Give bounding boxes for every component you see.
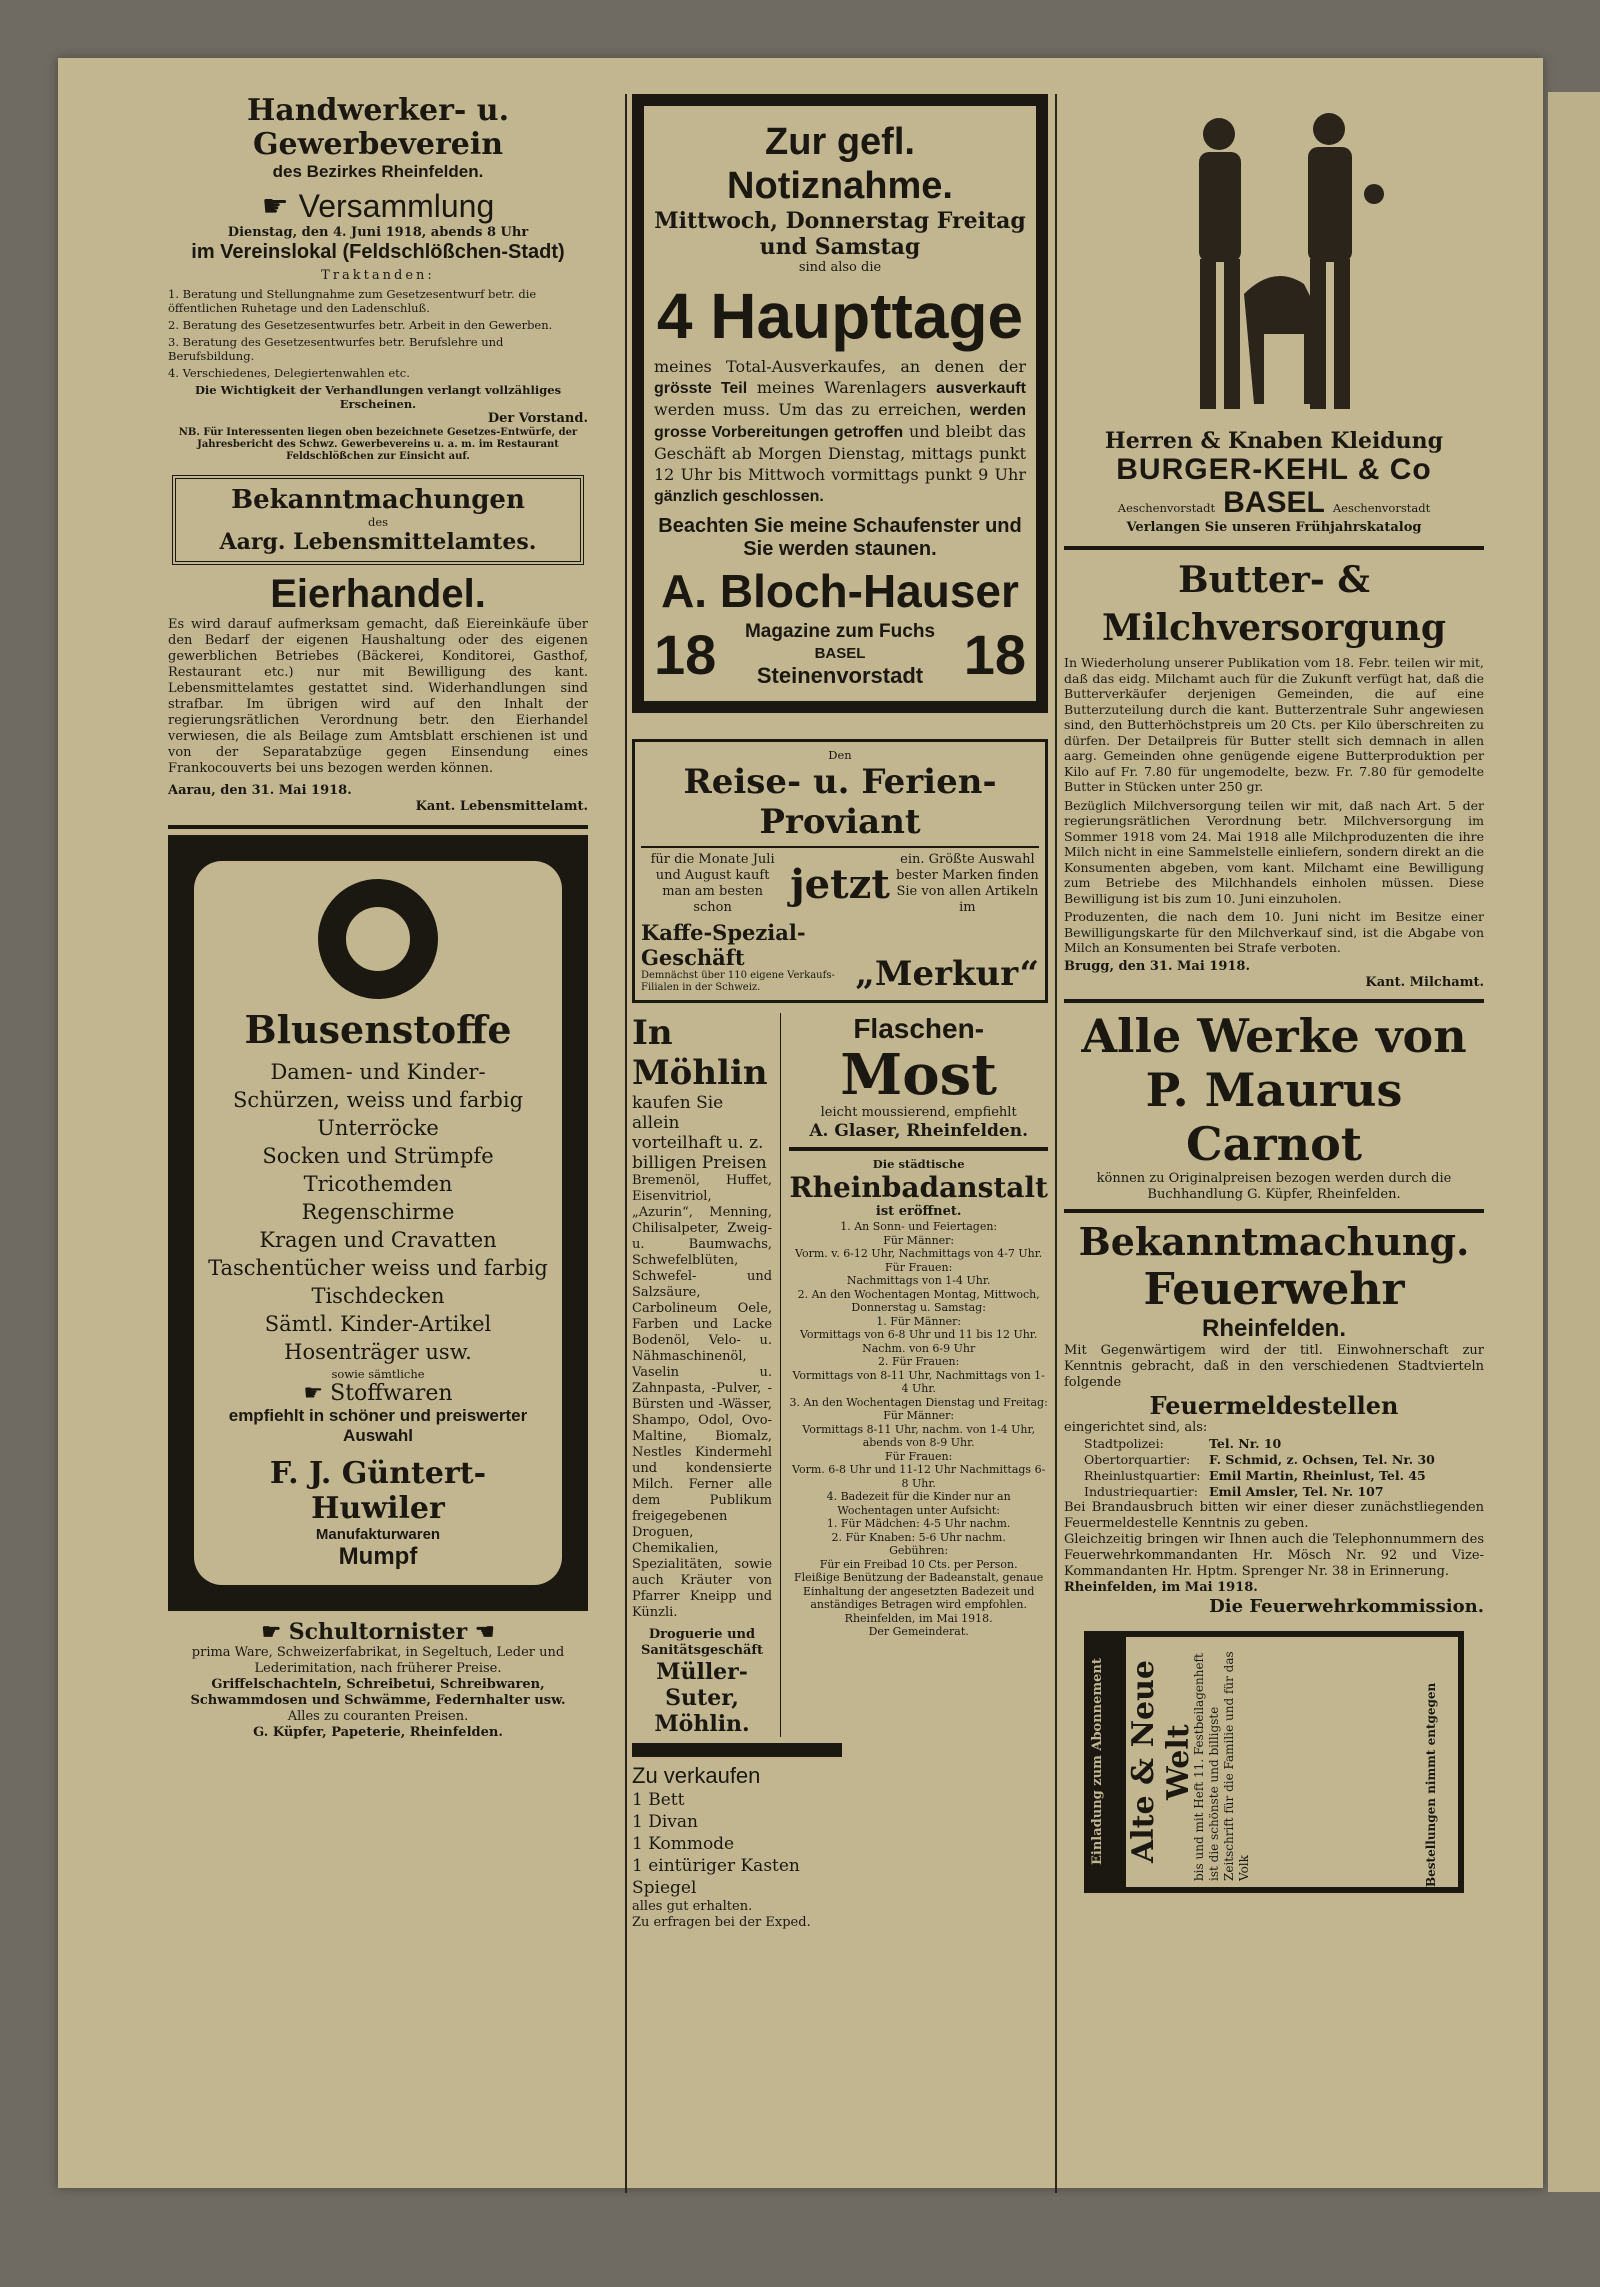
firm-name: F. J. Güntert-Huwiler [269, 1456, 487, 1526]
next-page-edge [1548, 92, 1600, 2192]
ad-emph: ausverkauft [936, 380, 1026, 397]
notice-paragraph: In Wiederholung unserer Publikation vom 18. Febr. teilen wir mit, daß das eidg. Milchamt auch für die Zukunft verfügt hat, daß die Butterverkäufer derjenigen Gemeinden, die auf eine Butterzuteilung durch die kant. Butterzentrale Suhr angewiesen sind, den Butterhöchstpreis um 20 Cts. per Kilo überschreiten zu dürfen. Der Detailpreis für Butter stellt sich demnach in allen aarg. Gemeinden ohne genügende eigene Butterproduktion per Kilo auf Fr. 7.80 für ungemodelte, bezw. Fr. 7.80 für gemodelte Butter in Stücken unter 250 gr. [1064, 655, 1484, 794]
street-right: Aeschenvorstadt [1332, 501, 1431, 515]
station-value: Emil Martin, Rheinlust, Tel. 45 [1209, 1467, 1426, 1483]
ad-line1: Herren & Knaben Kleidung [1104, 428, 1444, 454]
house-number: 18 [654, 622, 717, 686]
ad-most: Most [840, 1042, 998, 1108]
ad-left: für die Monate Juli und August kauft man am besten schon [650, 852, 775, 915]
ad-title: Reise- u. Ferien-Proviant [683, 762, 997, 842]
side-label: Einladung zum Abonnement [1090, 1637, 1126, 1887]
pointing-hand-icon: ☛ [261, 1619, 282, 1645]
side-label: Bestellungen nimmt entgegen [1424, 1682, 1438, 1887]
schultornister-ad [168, 1619, 588, 1741]
column-rule [625, 94, 627, 2193]
schedule-line: 2. An den Wochentagen Montag, Mittwoch, Donnerstag u. Samstag: [797, 1287, 1040, 1314]
product-item: Tischdecken [311, 1284, 445, 1308]
bekanntmachung-box [172, 475, 584, 565]
schedule-line: Rheinfelden, im Mai 1918. [844, 1611, 993, 1625]
notice-sign: Die Feuerwehrkommission. [1209, 1595, 1484, 1617]
magazine-info: bis und mit Heft 11. Festbeilagenheft ist die schönste und billigste Zeitschrift für die Familie und für das Volk [1192, 1650, 1251, 1881]
gentlemen-illustration-icon [1124, 94, 1424, 424]
product-item: Regenschirme [301, 1200, 455, 1224]
product-item: Schürzen, weiss und farbig [232, 1088, 524, 1112]
agenda-item: 3. Beratung des Gesetzesentwurfes betr. Berufslehre und Berufsbildung. [168, 335, 504, 363]
column-rule [1055, 94, 1057, 2193]
product-item: Taschentücher weiss und farbig [208, 1256, 548, 1280]
stoff-label: Stoffwaren [330, 1381, 453, 1406]
schedule-line: 1. Für Männer: [876, 1314, 962, 1328]
moehlin-ad [632, 1013, 772, 1737]
firm-name: Müller-Suter, Möhlin. [654, 1659, 750, 1737]
schedule-line: 2. Für Frauen: [878, 1355, 960, 1368]
ad-right: ein. Größte Auswahl bester Marken finden Sie von allen Artikeln im [896, 852, 1039, 915]
appeal-text: Die Wichtigkeit der Verhandlungen verlangt vollzähliges Erscheinen. [194, 383, 562, 411]
schedule-line: 1. An Sonn- und Feiertagen: [840, 1220, 998, 1233]
product-item: Damen- und Kinder- [270, 1060, 486, 1084]
sale-item: 1 Divan [632, 1812, 698, 1832]
schedule-line: Für Männer: [883, 1233, 955, 1247]
product-item: Unterröcke [317, 1116, 439, 1140]
agenda-label: Traktanden: [321, 268, 435, 283]
schedule-line: Für ein Freibad 10 Cts. per Person. [819, 1557, 1018, 1571]
product-list [204, 1059, 552, 1366]
ad-title: Handwerker- u. Gewerbeverein [246, 94, 510, 162]
divider [1064, 1209, 1484, 1213]
sale-ask: Zu erfragen bei der Exped. [632, 1915, 811, 1930]
ad-now: jetzt [790, 860, 890, 908]
notice-paragraph: Gleichzeitig bringen wir Ihnen auch die Telephonnummern des Feuerwehrkommandanten Hr. Mösch Nr. 92 und Vize-Kommandanten Hr. Hptm. Sprenger Nr. 38 in Erinnerung. [1064, 1531, 1484, 1579]
pointing-hand-icon: ☛ [261, 189, 289, 224]
schedule-line: Für Frauen: [885, 1260, 953, 1274]
most-ad [789, 1013, 1048, 1141]
sale-item: 1 eintüriger Kasten [632, 1856, 800, 1876]
product-item: Kragen und Cravatten [259, 1228, 497, 1252]
eierhandel-notice [168, 571, 588, 815]
divider [1064, 999, 1484, 1003]
ad-big: 4 Haupttage [656, 280, 1024, 352]
notice-place: Brugg, den 31. Mai 1918. [1064, 958, 1250, 974]
schedule-line: Vormittags von 6-8 Uhr und 11 bis 12 Uhr. Nachm. von 6-9 Uhr [799, 1328, 1038, 1355]
ad-title: Blusenstoffe [244, 1007, 512, 1052]
notice-stellen: Feuermeldestellen [1149, 1390, 1399, 1420]
firm-town: Mumpf [338, 1543, 418, 1570]
notice-paragraph: Produzenten, die nach dem 10. Juni nicht im Besitze einer Bewilligungskarte für den Milchverkauf sind, ist die Abgabe von Milch an Konsumenten bei Strafe verboten. [1064, 909, 1484, 955]
house-number: 18 [963, 622, 1026, 686]
ad-body: können zu Originalpreisen bezogen werden durch die Buchhandlung G. Küpfer, Rheinfelden. [1096, 1170, 1452, 1202]
notice-paragraph: Mit Gegenwärtigem wird der titl. Einwohnerschaft zur Kenntnis gebracht, daß in den verschiedenen Stadtvierteln folgende [1064, 1342, 1484, 1390]
ad-window: Beachten Sie meine Schaufenster und Sie werden staunen. [658, 515, 1022, 560]
ad-heading: Versammlung [298, 188, 495, 224]
pointing-hand-icon: ☛ [303, 1381, 324, 1406]
ad-sub: kaufen Sie allein vorteilhaft u. z. billigen Preisen [632, 1093, 767, 1173]
ad-body: Bremenöl, Huffet, Eisenvitriol, „Azurin“, Menning, Chilisalpeter, Zweig- u. Baumwachs, Schwefelblüten, Schwefel- und Salzsäure, Carbolineum Oele, Farben und Lacke Bodenöl, Velo- u. Nähmaschinenöl, Vaselin u. Zahnpasta, -Pulver, -Bürsten und -Wässer, Shampo, Odol, Ovo-Maltine, Biomalz, Nestles Kindermehl und kondensierte Milch. Ferner alle dem Publikum freigegebenen Droguen, Chemikalien, Spezialitäten, sowie auch Kräuter von Pfarrer Kneipp und Künzli. [632, 1173, 773, 1620]
firm-name: BURGER-KEHL & Co [1116, 453, 1432, 486]
pointing-hand-icon: ☚ [474, 1619, 495, 1645]
product-item: Hosenträger usw. [284, 1340, 472, 1364]
divider [632, 1743, 842, 1757]
firm-street: Steinenvorstadt [756, 663, 924, 688]
notice-title: Bekanntmachung. [1078, 1218, 1470, 1264]
station-label: Obertorquartier: [1084, 1451, 1191, 1467]
ad-text: meines Warenlagers [756, 378, 927, 397]
agenda-item: 1. Beratung und Stellungnahme zum Gesetzesentwurf betr. die öffentlichen Ruhetage und den Ladenschluß. [168, 287, 537, 315]
product-item: Sämtl. Kinder-Artikel [264, 1312, 492, 1336]
notice-paragraph: Bei Brandausbruch bitten wir einer dieser zunächstliegenden Feuermeldestelle Kenntnis zu geben. [1064, 1499, 1484, 1531]
ad-desc: leicht moussierend, empfiehlt [820, 1105, 1017, 1120]
bloch-hauser-ad [632, 94, 1048, 713]
merkur-name: „Merkur“ [855, 954, 1039, 994]
agenda-item: 2. Beratung des Gesetzesentwurfes betr. Arbeit in den Gewerben. [168, 318, 553, 332]
product-item: Tricothemden [303, 1172, 453, 1196]
ad-emph: gänzlich geschlossen. [654, 488, 824, 505]
station-label: Rheinlustquartier: [1084, 1467, 1201, 1483]
feuerwehr-notice [1064, 1219, 1484, 1617]
ring-ornament-icon [318, 879, 438, 999]
also-label: sowie sämtliche [331, 1367, 425, 1381]
ad-title: Zu verkaufen [632, 1763, 761, 1788]
schedule-line: Fleißige Benützung der Badeanstalt, genaue Einhaltung der angesetzten Badezeit und anständiges Betragen wird empfohlen. [794, 1571, 1044, 1611]
notice-body: Es wird darauf aufmerksam gemacht, daß Eiereinkäufe über den Bedarf der eigenen Haushaltung oder des eigenen gewerblichen Betriebes (Bäckerei, Konditorei, Gasthof, Restaurant etc.) nur mit Bewilligung des kant. Lebensmittelamtes gestattet sind. Widerhandlungen sind strafbar. Im übrigen wird auf den Inhalt der regierungsrätlichen Verordnung betr. den Eierhandel verwiesen, die als Beilage zum Amtsblatt erschienen ist und von der Separatabzüge gegen Einsendung eines Frankocouverts bei uns bezogen werden können. [168, 617, 588, 776]
schedule-line: 3. An den Wochentagen Dienstag und Freitag: [789, 1395, 1048, 1409]
box-title: Bekanntmachungen [231, 485, 525, 515]
station-label: Stadtpolizei: [1084, 1435, 1164, 1451]
ad-title: In Möhlin [632, 1013, 768, 1093]
shop-name: Kaffe-Spezial-Geschäft [641, 920, 806, 970]
ad-text: meines Total-Ausverkaufes, an denen der [654, 357, 1026, 376]
ad-den: Den [828, 748, 852, 762]
ad-line1: Alle Werke von [1081, 1008, 1467, 1063]
street-left: Aeschenvorstadt [1117, 501, 1216, 515]
carnot-ad [1064, 1009, 1484, 1203]
schedule-line: Der Gemeinderat. [868, 1625, 969, 1638]
divider [641, 846, 1039, 848]
alte-neue-welt-ad [1084, 1631, 1464, 1893]
burger-kehl-ad [1064, 94, 1484, 536]
box-office: Aarg. Lebensmittelamtes. [219, 529, 537, 555]
box-des: des [367, 515, 389, 529]
recommend-text: empfiehlt in schöner und preiswerter Auswahl [228, 1406, 528, 1445]
divider [789, 1147, 1048, 1151]
meeting-date: Dienstag, den 4. Juni 1918, abends 8 Uhr [227, 225, 529, 240]
branch-note: Demnächst über 110 eigene Verkaufs-Filialen in der Schweiz. [641, 970, 835, 993]
notice-sign: Kant. Lebensmittelamt. [415, 799, 588, 814]
sale-item: 1 Kommode [632, 1834, 735, 1854]
ad-are: sind also die [798, 260, 882, 275]
ad-text: werden muss. Um das zu erreichen, [654, 400, 962, 419]
schedule-line: 2. Für Knaben: 5-6 Uhr nachm. [831, 1530, 1006, 1544]
schedule-lines [789, 1220, 1048, 1639]
notice-paragraph: Bezüglich Milchversorgung teilen wir mit, daß nach Art. 5 der regierungsrätlichen Verordnung betr. Milchversorgung im Sommer 1918 vom 24. Mai 1918 alle Milchproduzenten die ihre Milch nicht in eine Sammelstelle einliefern, sondern direkt an die Konsumenten abgeben, vom kant. Milchamt eine Bewilligung zum Betriebe des Milchhandels einholen müssen. Diese Bewilligung ist bis zum 10. Juni einzuholen. [1064, 797, 1484, 906]
schedule-line: Vormittags von 8-11 Uhr, Nachmittags von 1-4 Uhr. [792, 1368, 1045, 1395]
ad-emph: grösste Teil [654, 380, 748, 397]
column-middle [632, 94, 1048, 2193]
meeting-venue: im Vereinslokal (Feldschlößchen-Stadt) [191, 241, 565, 263]
notice-paragraph: eingerichtet sind, als: [1064, 1419, 1208, 1435]
notice-title: Rheinbadanstalt [789, 1171, 1048, 1204]
product-item: Socken und Strümpfe [262, 1144, 494, 1168]
divider [1064, 546, 1484, 550]
firm-name: A. Bloch-Hauser [661, 565, 1019, 617]
sale-item: 1 Bett [632, 1790, 685, 1810]
firm-name: A. Glaser, Rheinfelden. [809, 1121, 1028, 1141]
ad-sign: G. Küpfer, Papeterie, Rheinfelden. [253, 1725, 503, 1740]
divider [168, 825, 588, 829]
merkur-ad [632, 739, 1048, 1003]
schedule-line: Für Frauen: [885, 1449, 953, 1463]
ad-head: Zur gefl. Notiznahme. [727, 121, 953, 207]
ad-drog: Droguerie und Sanitätsgeschäft [640, 1627, 764, 1658]
ad-prices: Alles zu couranten Preisen. [287, 1709, 469, 1724]
station-value: Emil Amsler, Tel. Nr. 107 [1209, 1483, 1384, 1499]
nb-note: NB. Für Interessenten liegen oben bezeichnete Gesetzes-Entwürfe, der Jahresbericht des Schwz. Gewerbevereins u. a. m. im Restaurant Feldschlößchen zur Einsicht auf. [178, 427, 578, 462]
schedule-line: Vormittags 8-11 Uhr, nachm. von 1-4 Uhr, abends von 8-9 Uhr. [802, 1422, 1036, 1449]
station-value: F. Schmid, z. Ochsen, Tel. Nr. 30 [1209, 1451, 1435, 1467]
blusenstoffe-ad [168, 835, 588, 1611]
notice-fw: Feuerwehr [1143, 1263, 1405, 1315]
sale-item: Spiegel [632, 1878, 697, 1898]
notice-place: Aarau, den 31. Mai 1918. [168, 783, 352, 798]
notice-sign: Kant. Milchamt. [1365, 974, 1484, 990]
badanstalt-notice [789, 1157, 1048, 1639]
schedule-line: Gebühren: [889, 1544, 949, 1557]
column-right [1064, 94, 1484, 2193]
ad-subtitle: des Bezirkes Rheinfelden. [272, 162, 484, 181]
notice-open: ist eröffnet. [875, 1204, 962, 1219]
notice-die: Die städtische [872, 1157, 965, 1171]
firm-type: Manufakturwaren [315, 1526, 441, 1543]
ad-flasch: Flaschen- [853, 1013, 985, 1044]
notice-place: Rheinfelden, im Mai 1918. [1064, 1579, 1258, 1595]
ad-emph: werden grosse Vorbereitungen getroffen [654, 402, 1026, 441]
schedule-line: Für Männer: [883, 1409, 955, 1422]
notice-title: Eierhandel. [270, 572, 486, 616]
catalog-note: Verlangen Sie unseren Frühjahrskatalog [1126, 520, 1422, 535]
firm-shop: Magazine zum Fuchs [744, 621, 936, 642]
ad-line2: P. Maurus Carnot [1145, 1062, 1403, 1171]
schedule-line: Vorm. 6-8 Uhr und 11-12 Uhr Nachmittags 6-8 Uhr. [792, 1463, 1046, 1490]
notice-town: Rheinfelden. [1201, 1314, 1346, 1342]
verkaufen-ad [632, 1763, 842, 1931]
schedule-line: Nachmittags von 1-4 Uhr. [846, 1274, 991, 1287]
ad-title: Schultornister [288, 1619, 468, 1645]
agenda-list [168, 287, 588, 380]
ad-days: Mittwoch, Donnerstag Freitag und Samstag [654, 208, 1026, 260]
ad-items: Griffelschachteln, Schreibetui, Schreibwaren, Schwammdosen und Schwämme, Federnhalter usw. [190, 1677, 566, 1708]
firm-city: BASEL [1223, 486, 1325, 519]
ad-text: und bleibt das Geschäft ab Morgen Dienstag, mittags punkt 12 Uhr bis Mittwoch vormittags punkt 9 Uhr [654, 422, 1026, 484]
firm-city: BASEL [814, 645, 866, 662]
schedule-line: 1. Für Mädchen: 4-5 Uhr nachm. [826, 1517, 1011, 1530]
magazine-title: Alte & Neue Welt [1126, 1660, 1196, 1863]
station-value: Tel. Nr. 10 [1209, 1435, 1282, 1451]
agenda-item: 4. Verschiedenes, Delegiertenwahlen etc. [168, 366, 410, 380]
schedule-line: Vorm. v. 6-12 Uhr, Nachmittags von 4-7 Uhr. [795, 1247, 1043, 1260]
notice-title: Butter- & Milchversorgung [1101, 559, 1447, 649]
gewerbeverein-ad [168, 94, 588, 463]
ad-body: prima Ware, Schweizerfabrikat, in Segeltuch, Leder und Lederimitation, nach früherer Preise. [191, 1645, 565, 1676]
column-left [168, 94, 588, 2193]
schedule-line: 4. Badezeit für die Kinder nur an Wochentagen unter Aufsicht: [826, 1490, 1011, 1517]
sale-note: alles gut erhalten. [632, 1899, 753, 1914]
butter-notice [1064, 556, 1484, 991]
station-label: Industriequartier: [1084, 1483, 1198, 1499]
signature: Der Vorstand. [487, 411, 588, 426]
